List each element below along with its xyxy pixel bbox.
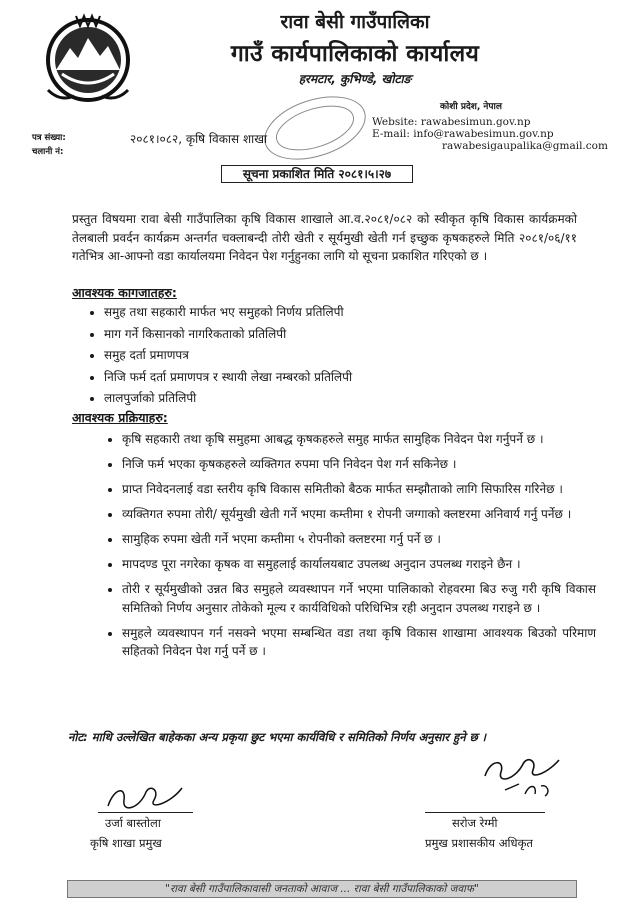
- chalani-label: चलानी नं:: [32, 147, 64, 157]
- office-address: हरमटार, कुभिण्डे, खोटाङ: [298, 72, 412, 86]
- documents-heading: आवश्यक कागजातहरु:: [72, 285, 177, 300]
- right-signature-line: [425, 812, 545, 813]
- contact-block: [372, 116, 608, 152]
- list-item: • निजि फर्म दर्ता प्रमाणपत्र र स्थायी लेखा नम्बरको प्रतिलिपी: [104, 367, 352, 389]
- list-item: • माग गर्ने किसानको नागरिकताको प्रतिलिपी: [104, 324, 352, 346]
- list-item: • लालपुर्जाको प्रतिलिपी: [104, 388, 352, 410]
- emblem-logo: [40, 12, 136, 104]
- website-text[interactable]: Website: rawabesimun.gov.np: [372, 116, 531, 128]
- right-signer-title: प्रमुख प्रशासकीय अधिकृत: [425, 836, 533, 850]
- municipality-name: रावा बेसी गाउँपालिका: [280, 11, 430, 33]
- office-name: गाउँ कार्यपालिकाको कार्यालय: [230, 41, 480, 67]
- email-alt-text[interactable]: rawabesigaupalika@gmail.com: [442, 140, 608, 152]
- list-item: • निजि फर्म भएका कृषकहरुले व्यक्तिगत रुपमा पनि निवेदन पेश गर्न सकिनेछ ।: [122, 455, 596, 474]
- left-signer-title: कृषि शाखा प्रमुख: [90, 836, 162, 850]
- right-signature: [475, 750, 565, 800]
- left-signature: [100, 782, 190, 812]
- list-item: • समुह तथा सहकारी मार्फत भए समुहको निर्णय प्रतिलिपी: [104, 302, 352, 324]
- patra-label: पत्र संख्या:: [32, 133, 66, 143]
- notice-date-title: सूचना प्रकाशित मिति २०८१।५।२७: [221, 165, 413, 183]
- right-signer-name: सरोज रेग्मी: [452, 816, 498, 830]
- list-item: • व्यक्तिगत रुपमा तोरी/ सूर्यमुखी खेती गर्ने भएमा कम्तीमा १ रोपनी जग्गाको क्लष्टरमा अनिवार्य गर्नु पर्नेछ ।: [122, 505, 596, 524]
- province-label: कोशी प्रदेश, नेपाल: [440, 102, 502, 112]
- left-signature-line: [98, 812, 193, 813]
- documents-list: [72, 302, 352, 410]
- list-item: • समुहले व्यवस्थापन गर्न नसक्ने भएमा सम्बन्धित वडा तथा कृषि विकास शाखामा आवश्यक बिउको परिमाण सहितको निवेदन पेश गर्नु पर्ने छ ।: [122, 624, 596, 661]
- list-item: • समुह दर्ता प्रमाणपत्र: [104, 345, 352, 367]
- email-text[interactable]: E-mail: info@rawabesimun.gov.np: [372, 128, 554, 140]
- list-item: • मापदण्ड पूरा नगरेका कृषक वा समुहलाई कार्यालयबाट उपलब्ध अनुदान उपलब्ध गराइने छैन ।: [122, 555, 596, 574]
- patra-value: २०८१।०८२, कृषि विकास शाखा: [130, 132, 268, 146]
- list-item: • कृषि सहकारी तथा कृषि समुहमा आबद्ध कृषकहरुले समुह मार्फत सामुहिक निवेदन पेश गर्नुपर्ने छ ।: [122, 430, 596, 449]
- footer-banner: "रावा बेसी गाउँपालिकावासी जनताको आवाज ... रावा बेसी गाउँपालिकाको जवाफ": [67, 880, 577, 898]
- list-item: • तोरी र सूर्यमुखीको उन्नत बिउ समुहले व्यवस्थापन गर्ने भएमा पालिकाको रोहवरमा बिउ रुजु गरी कृषि विकास समितिको निर्णय अनुसार तोकेको मूल्य र कार्यविधिको परिधिभित्र रही अनुदान उपलब्ध गराइने छ ।: [122, 580, 596, 617]
- office-stamp: [255, 88, 375, 168]
- process-list: [92, 430, 596, 667]
- list-item: • सामुहिक रुपमा खेती गर्ने भएमा कम्तीमा ५ रोपनीको क्लष्टरमा गर्नु पर्ने छ ।: [122, 530, 596, 549]
- body-paragraph: प्रस्तुत विषयमा रावा बेसी गाउँपालिका कृषि विकास शाखाले आ.व.२०८१/०८२ को स्वीकृत कृषि विकास कार्यक्रमको तेलबाली प्रवर्दन कार्यक्रम अन्तर्गत चक्लाबन्दी तोरी खेती र सूर्यमुखी खेती गर्न इच्छुक कृषकहरुले मिति २०८१/०६/११ गतेभित्र आ-आफ्नो वडा कार्यालयमा निवेदन पेश गर्नुहुनका लागि यो सूचना प्रकाशित गरिएको छ ।: [72, 212, 577, 263]
- process-heading: आवश्यक प्रक्रियाहरु:: [72, 410, 168, 425]
- note-text: नोट: माथि उल्लेखित बाहेकका अन्य प्रकृया छुट भएमा कार्यविधि र समितिको निर्णय अनुसार हुने छ ।: [68, 730, 486, 744]
- left-signer-name: उर्जा बास्तोला: [105, 816, 161, 830]
- list-item: • प्राप्त निवेदनलाई वडा स्तरीय कृषि विकास समितीको बैठक मार्फत सम्झौताको लागि सिफारिस गरिनेछ ।: [122, 480, 596, 499]
